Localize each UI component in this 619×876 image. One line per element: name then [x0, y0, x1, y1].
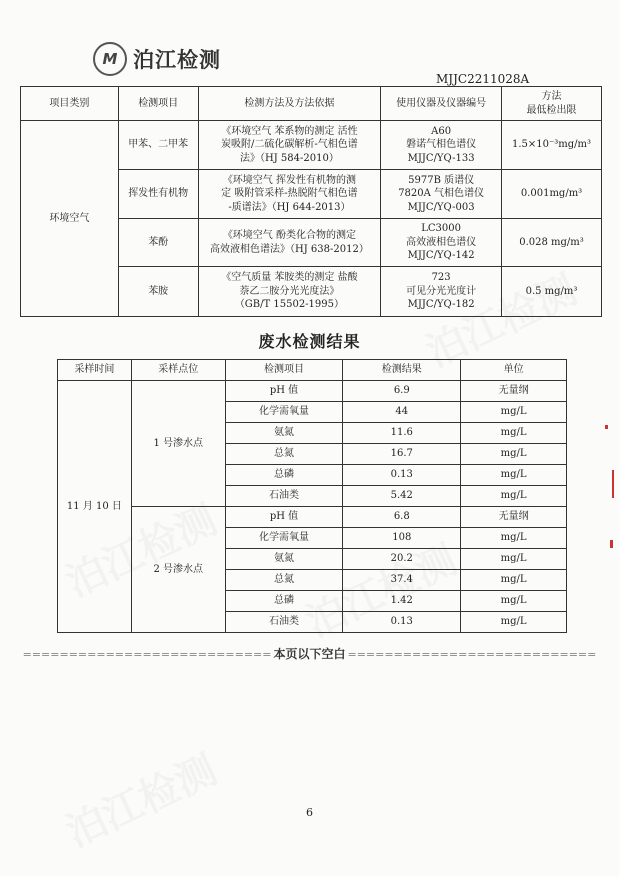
- limit-cell: 0.028 mg/m³: [502, 219, 602, 267]
- logo-emblem-icon: M: [93, 42, 127, 76]
- method-cell: 《环境空气 酚类化合物的测定 高效液相色谱法》（HJ 638-2012）: [198, 219, 381, 267]
- table-row: [21, 121, 602, 170]
- page-number: 6: [306, 806, 313, 819]
- methods-table: [20, 86, 602, 317]
- header-unit: 单位: [461, 360, 567, 381]
- header-item: 检测项目: [225, 360, 343, 381]
- header-limit: 方法 最低检出限: [502, 87, 602, 121]
- table-row: 总氮 16.7 mg/L: [58, 444, 567, 465]
- end-of-page-notice: =========================== 本页以下空白 ===========================: [22, 647, 597, 661]
- point-cell: 1 号渗水点: [131, 381, 225, 507]
- table-row: 11 月 10 日 1 号渗水点 pH 值 6.9 无量纲: [58, 381, 567, 402]
- company-logo: [93, 42, 221, 76]
- instrument-cell: LC3000 高效液相色谱仪 MJJC/YQ-142: [381, 219, 502, 267]
- item-cell: 甲苯、二甲苯: [118, 121, 198, 170]
- header-time: 采样时间: [58, 360, 132, 381]
- logo-text: 泊江检测: [133, 48, 221, 72]
- point-cell: 2 号渗水点: [131, 507, 225, 633]
- margin-mark: [610, 540, 613, 548]
- header-instrument: 使用仪器及仪器编号: [381, 87, 502, 121]
- margin-mark: [605, 425, 608, 429]
- table-row: 石油类 5.42 mg/L: [58, 486, 567, 507]
- method-cell: 《环境空气 苯系物的测定 活性 炭吸附/二硫化碳解析-气相色谱 法》（HJ 584-2010）: [198, 121, 381, 170]
- margin-mark: [612, 470, 614, 498]
- table-row: 总氮 37.4 mg/L: [58, 570, 567, 591]
- table-row: 石油类 0.13 mg/L: [58, 612, 567, 633]
- header-result: 检测结果: [343, 360, 461, 381]
- watermark: [55, 739, 224, 858]
- category-cell: 环境空气: [21, 121, 119, 317]
- table-row: 化学需氧量 44 mg/L: [58, 402, 567, 423]
- limit-cell: 0.001mg/m³: [502, 170, 602, 219]
- limit-cell: 0.5 mg/m³: [502, 267, 602, 317]
- wastewater-title: 废水检测结果: [258, 332, 361, 351]
- results-table: [57, 359, 567, 633]
- table-row: 总磷 0.13 mg/L: [58, 465, 567, 486]
- instrument-cell: A60 磐诺气相色谱仪 MJJC/YQ-133: [381, 121, 502, 170]
- date-cell: 11 月 10 日: [58, 381, 132, 633]
- header-item: 检测项目: [118, 87, 198, 121]
- header-category: 项目类别: [21, 87, 119, 121]
- limit-cell: 1.5×10⁻³mg/m³: [502, 121, 602, 170]
- item-cell: 挥发性有机物: [118, 170, 198, 219]
- table-row: 总磷 1.42 mg/L: [58, 591, 567, 612]
- instrument-cell: 723 可见分光光度计 MJJC/YQ-182: [381, 267, 502, 317]
- method-cell: 《环境空气 挥发性有机物的测 定 吸附管采样-热脱附气相色谱 -质谱法》（HJ 644-2013）: [198, 170, 381, 219]
- table-row: 化学需氧量 108 mg/L: [58, 528, 567, 549]
- table-row: 氨氮 11.6 mg/L: [58, 423, 567, 444]
- item-cell: 苯胺: [118, 267, 198, 317]
- instrument-cell: 5977B 质谱仪 7820A 气相色谱仪 MJJC/YQ-003: [381, 170, 502, 219]
- table-row: 氨氮 20.2 mg/L: [58, 549, 567, 570]
- report-code: MJJC2211028A: [436, 72, 530, 86]
- item-cell: 苯酚: [118, 219, 198, 267]
- header-method: 检测方法及方法依据: [198, 87, 381, 121]
- method-cell: 《空气质量 苯胺类的测定 盐酸 萘乙二胺分光光度法》 （GB/T 15502-1995）: [198, 267, 381, 317]
- table-row: 2 号渗水点 pH 值 6.8 无量纲: [58, 507, 567, 528]
- header-point: 采样点位: [131, 360, 225, 381]
